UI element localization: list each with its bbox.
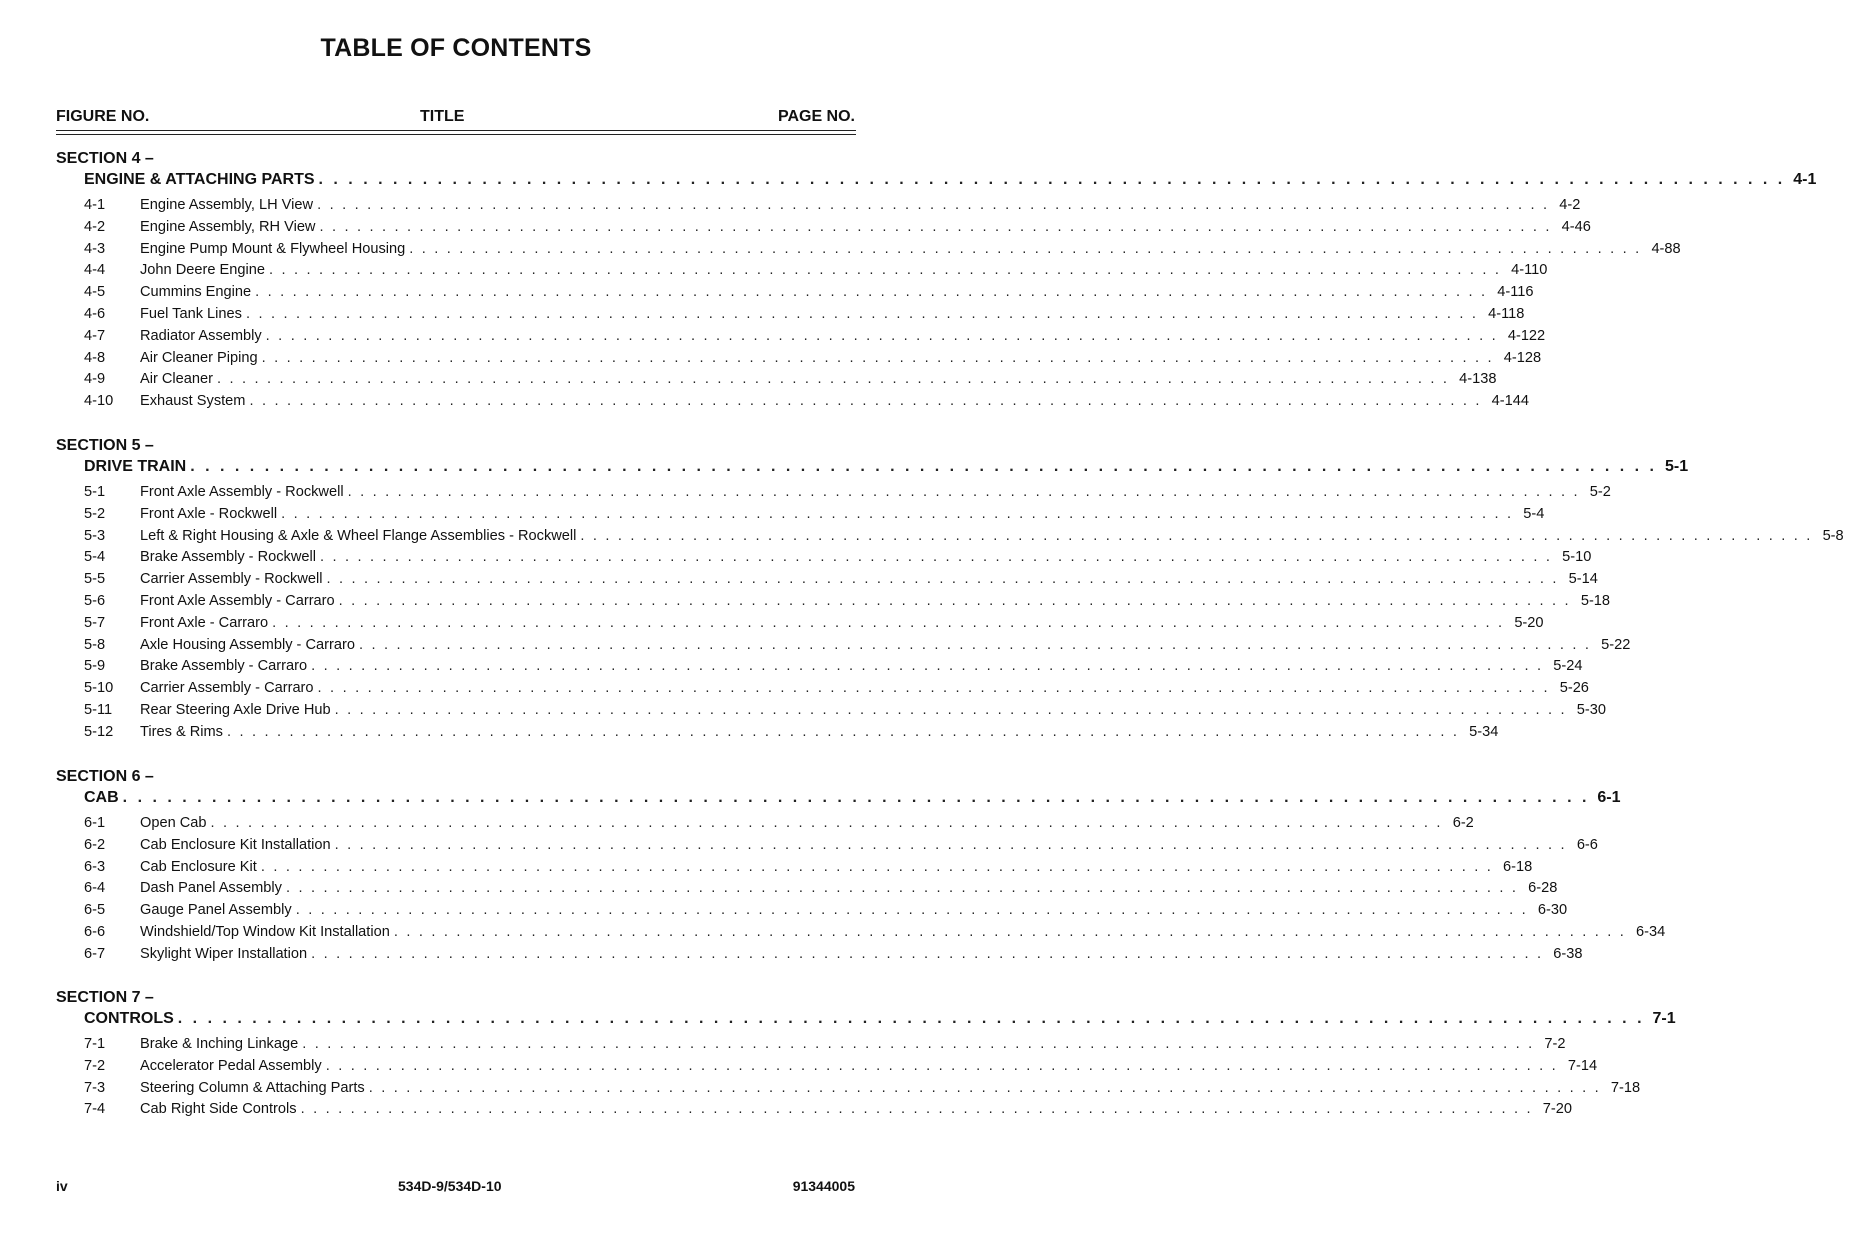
entry-page-number: 5-18 [1580,593,1611,609]
entry-page-number: 6-38 [1553,945,1583,962]
figure-number: 5-5 [84,571,106,588]
dot-leader: . . . . . . . . . . . . . . . . . . . . . . . . . . . . . . . . . . . . . . . . . . . . . . . . . . . . . . . . . . . . . . . . . . . . . . . . . . . . . . . . . . . . . . . . . . . . . . . . . . . [210,815,1443,831]
dot-leader: . . . . . . . . . . . . . . . . . . . . . . . . . . . . . . . . . . . . . . . . . . . . . . . . . . . . . . . . . . . . . . . . . . . . . . . . . . . . . . . . . . . . . . . . . . . . . . . . . . . [320,549,1553,566]
figure-number: 6-4 [84,880,106,897]
entry-title: Steering Column & Attaching Parts [140,1079,365,1096]
toc-entry[interactable] [84,924,1666,940]
figure-number: 4-10 [84,393,114,410]
figure-number: 4-2 [84,218,106,235]
figure-number: 5-9 [84,658,106,675]
entry-page-number: 6-28 [1528,880,1558,897]
dot-leader: . . . . . . . . . . . . . . . . . . . . . . . . . . . . . . . . . . . . . . . . . . . . . . . . . . . . . . . . . . . . . . . . . . . . . . . . . . . . . . . . . . . . . . . . . . . . . . . . . . . [317,197,1550,213]
figure-number: 5-11 [84,702,113,718]
figure-number: 6-5 [84,902,106,919]
entry-page-number: 4-144 [1491,393,1529,410]
dot-leader: . . . . . . . . . . . . . . . . . . . . . . . . . . . . . . . . . . . . . . . . . . . . . . . . . . . . . . . . . . . . . . . . . . . . . . . . . . . . . . . . . . . . . . . . . . . . . . . . . . . [300,1101,1533,1118]
section-title-row[interactable] [84,458,1689,476]
entry-title: Dash Panel Assembly [140,880,282,897]
entry-title: Brake Assembly - Carraro [140,658,308,675]
dot-leader: . . . . . . . . . . . . . . . . . . . . . . . . . . . . . . . . . . . . . . . . . . . . . . . . . . . . . . . . . . . . . . . . . . . . . . . . . . . . . . . . . . . . . . . . . . . . . . . . . . . [302,1036,1535,1052]
entry-title: Open Cab [140,815,207,831]
footer-model: 534D-9/534D-10 [398,1178,502,1194]
dot-leader: . . . . . . . . . . . . . . . . . . . . . . . . . . . . . . . . . . . . . . . . . . . . . . . . . . . . . . . . . . . . . . . . . . . . . . . . . . . . . . . . . . . . . . . . . . . . . . . . . . . [260,858,1493,875]
section-page-number: 5-1 [1664,458,1689,475]
toc-entry[interactable] [84,505,1545,522]
section-title-row[interactable] [84,789,1621,807]
figure-number: 4-5 [84,284,106,301]
toc-entry[interactable] [84,262,1548,279]
figure-number: 5-7 [84,614,106,631]
toc-entry[interactable] [84,636,1631,653]
toc-entry[interactable] [84,371,1497,388]
figure-number: 7-4 [84,1101,106,1118]
entry-title: Brake Assembly - Rockwell [140,549,316,566]
header-rule-top [56,130,856,131]
dot-leader: . . . . . . . . . . . . . . . . . . . . . . . . . . . . . . . . . . . . . . . . . . . . . . . . . . . . . . . . . . . . . . . . . . . . . . . . . . . . . . . . . . . . . . . . . . . . . . . . . . . [285,880,1519,897]
dot-leader: . . . . . . . . . . . . . . . . . . . . . . . . . . . . . . . . . . . . . . . . . . . . . . . . . . . . . . . . . . . . . . . . . . . . . . . . . . . . . . . . . . . . . . . . . . . . . . . . . . . [338,593,1571,609]
dot-leader: . . . . . . . . . . . . . . . . . . . . . . . . . . . . . . . . . . . . . . . . . . . . . . . . . . . . . . . . . . . . . . . . . . . . . . . . . . . . . . . . . . . . . . . . . . . . . . . . . . . [319,218,1552,235]
entry-page-number: 5-30 [1576,702,1607,718]
toc-entry[interactable] [84,1079,1641,1096]
toc-entry[interactable] [84,880,1558,897]
entry-title: Brake & Inching Linkage [140,1036,299,1052]
entry-page-number: 4-122 [1507,327,1546,344]
dot-leader: . . . . . . . . . . . . . . . . . . . . . . . . . . . . . . . . . . . . . . . . . . . . . . . . . . . . . . . . . . . . . . . . . . . . . . . . . . . . . . . . . . . . . . . . . . . . . . . . . . . [393,924,1627,940]
dot-leader: . . . . . . . . . . . . . . . . . . . . . . . . . . . . . . . . . . . . . . . . . . . . . . . . . . . . . . . . . . . . . . . . . . . . . . . . . . . . . . . . . . . . . . . . . . . . . . . . . . . [261,349,1494,366]
entry-page-number: 5-8 [1822,527,1844,544]
entry-title: Engine Assembly, LH View [140,197,314,213]
footer-manual-number: 91344005 [792,1178,855,1194]
entry-title: Engine Pump Mount & Flywheel Housing [140,240,406,257]
toc-entry[interactable] [84,1057,1598,1074]
entry-page-number: 4-128 [1503,349,1542,366]
dot-leader: . . . . . . . . . . . . . . . . . . . . . . . . . . . . . . . . . . . . . . . . . . . . . . . . . . . . . . . . . . . . . . . . . . . . . . . . . . . . . . . . . . . . . . . . . . . . . . . . . . . [409,240,1642,257]
entry-page-number: 5-2 [1589,484,1611,500]
dot-leader: . . . . . . . . . . . . . . . . . . . . . . . . . . . . . . . . . . . . . . . . . . . . . . . . . . . . . . . . . . . . . . . . . . . . . . . . . . . . . . . . . . . . . . . . . . . . . . . . . . . [217,371,1450,388]
entry-page-number: 5-14 [1568,571,1598,588]
section-title: ENGINE & ATTACHING PARTS [84,171,315,188]
entry-page-number: 4-110 [1511,262,1548,279]
dot-leader: . . . . . . . . . . . . . . . . . . . . . . . . . . . . . . . . . . . . . . . . . . . . . . . . . . . . . . . . . . . . . . . . . . . . . . . . . . . . . . . . . . . . . . . . . . . . . . . . . . . [318,171,1786,188]
section-title-row[interactable] [84,1010,1676,1028]
footer-page-number: iv [56,1178,68,1194]
entry-title: Exhaust System [140,393,246,410]
figure-number: 4-7 [84,327,106,344]
dot-leader: . . . . . . . . . . . . . . . . . . . . . . . . . . . . . . . . . . . . . . . . . . . . . . . . . . . . . . . . . . . . . . . . . . . . . . . . . . . . . . . . . . . . . . . . . . . . . . . . . . . [358,636,1592,653]
toc-entry[interactable] [84,349,1542,366]
entry-page-number: 6-2 [1452,815,1474,831]
toc-entry[interactable] [84,836,1598,853]
figure-number: 6-7 [84,945,106,962]
dot-leader: . . . . . . . . . . . . . . . . . . . . . . . . . . . . . . . . . . . . . . . . . . . . . . . . . . . . . . . . . . . . . . . . . . . . . . . . . . . . . . . . . . . . . . . . . . . . . . . . . . . [311,945,1544,962]
toc-entry[interactable] [84,680,1589,697]
toc-entry[interactable] [84,527,1844,544]
dot-leader: . . . . . . . . . . . . . . . . . . . . . . . . . . . . . . . . . . . . . . . . . . . . . . . . . . . . . . . . . . . . . . . . . . . . . . . . . . . . . . . . . . . . . . . . . . . . . . . . . . . [122,789,1590,806]
figure-number: 4-3 [84,240,106,257]
entry-title: Cummins Engine [140,284,252,301]
entry-page-number: 4-118 [1488,306,1525,322]
entry-page-number: 5-20 [1514,614,1544,631]
toc-entry[interactable] [84,1101,1572,1118]
figure-number: 7-2 [84,1057,106,1074]
toc-entry[interactable] [84,393,1529,410]
entry-title: Radiator Assembly [140,327,262,344]
toc-entry[interactable] [84,858,1533,875]
figure-number: 5-4 [84,549,106,566]
entry-page-number: 6-30 [1537,902,1568,919]
entry-title: Front Axle Assembly - Rockwell [140,484,344,500]
entry-title: Air Cleaner [140,371,213,388]
dot-leader: . . . . . . . . . . . . . . . . . . . . . . . . . . . . . . . . . . . . . . . . . . . . . . . . . . . . . . . . . . . . . . . . . . . . . . . . . . . . . . . . . . . . . . . . . . . . . . . . . . . [311,658,1544,675]
section-title: CAB [84,789,119,806]
entry-title: Gauge Panel Assembly [140,902,292,919]
entry-title: Carrier Assembly - Rockwell [140,571,323,588]
toc-entry[interactable] [84,614,1544,631]
entry-title: Skylight Wiper Installation [140,945,308,962]
dot-leader: . . . . . . . . . . . . . . . . . . . . . . . . . . . . . . . . . . . . . . . . . . . . . . . . . . . . . . . . . . . . . . . . . . . . . . . . . . . . . . . . . . . . . . . . . . . . . . . . . . . [347,484,1580,500]
figure-number: 4-6 [84,306,106,322]
dot-leader: . . . . . . . . . . . . . . . . . . . . . . . . . . . . . . . . . . . . . . . . . . . . . . . . . . . . . . . . . . . . . . . . . . . . . . . . . . . . . . . . . . . . . . . . . . . . . . . . . . . [249,393,1482,410]
entry-title: Rear Steering Axle Drive Hub [140,702,331,718]
section-label: SECTION 5 – [56,437,154,454]
figure-number: 5-8 [84,636,106,653]
dot-leader: . . . . . . . . . . . . . . . . . . . . . . . . . . . . . . . . . . . . . . . . . . . . . . . . . . . . . . . . . . . . . . . . . . . . . . . . . . . . . . . . . . . . . . . . . . . . . . . . . . . [268,262,1502,279]
entry-title: Fuel Tank Lines [140,306,242,322]
column-header-figure: FIGURE NO. [56,108,150,125]
dot-leader: . . . . . . . . . . . . . . . . . . . . . . . . . . . . . . . . . . . . . . . . . . . . . . . . . . . . . . . . . . . . . . . . . . . . . . . . . . . . . . . . . . . . . . . . . . . . . . . . . . . [334,702,1567,718]
entry-title: Air Cleaner Piping [140,349,258,366]
dot-leader: . . . . . . . . . . . . . . . . . . . . . . . . . . . . . . . . . . . . . . . . . . . . . . . . . . . . . . . . . . . . . . . . . . . . . . . . . . . . . . . . . . . . . . . . . . . . . . . . . . . [325,1057,1558,1074]
section-label: SECTION 6 – [56,768,154,785]
entry-title: Carrier Assembly - Carraro [140,680,314,697]
section-label: SECTION 4 – [56,150,154,167]
entry-page-number: 5-4 [1523,505,1545,522]
section-label: SECTION 7 – [56,989,154,1006]
figure-number: 5-6 [84,593,106,609]
entry-title: Tires & Rims [140,723,223,740]
toc-entry[interactable] [84,284,1534,301]
section-page-number: 4-1 [1793,171,1817,188]
toc-entry[interactable] [84,197,1581,213]
dot-leader: . . . . . . . . . . . . . . . . . . . . . . . . . . . . . . . . . . . . . . . . . . . . . . . . . . . . . . . . . . . . . . . . . . . . . . . . . . . . . . . . . . . . . . . . . . . . . . . . . . . [281,505,1514,522]
dot-leader: . . . . . . . . . . . . . . . . . . . . . . . . . . . . . . . . . . . . . . . . . . . . . . . . . . . . . . . . . . . . . . . . . . . . . . . . . . . . . . . . . . . . . . . . . . . . . . . . . . . [177,1010,1645,1027]
toc-entry[interactable] [84,1036,1566,1052]
toc-entry[interactable] [84,218,1591,235]
entry-page-number: 6-6 [1576,836,1598,853]
section-title-row[interactable] [84,171,1817,189]
dot-leader: . . . . . . . . . . . . . . . . . . . . . . . . . . . . . . . . . . . . . . . . . . . . . . . . . . . . . . . . . . . . . . . . . . . . . . . . . . . . . . . . . . . . . . . . . . . . . . . . . . . [326,571,1559,588]
figure-number: 6-3 [84,858,106,875]
section-page-number: 7-1 [1652,1010,1676,1027]
entry-page-number: 4-116 [1497,284,1534,301]
toc-entry[interactable] [84,240,1681,257]
figure-number: 4-1 [84,197,106,213]
dot-leader: . . . . . . . . . . . . . . . . . . . . . . . . . . . . . . . . . . . . . . . . . . . . . . . . . . . . . . . . . . . . . . . . . . . . . . . . . . . . . . . . . . . . . . . . . . . . . . . . . . . [190,458,1657,475]
entry-page-number: 7-14 [1567,1057,1598,1074]
figure-number: 7-1 [84,1036,106,1052]
entry-title: Cab Enclosure Kit [140,858,257,875]
entry-title: Axle Housing Assembly - Carraro [140,636,355,653]
toc-entry[interactable] [84,702,1607,718]
figure-number: 6-6 [84,924,106,940]
entry-page-number: 5-10 [1562,549,1592,566]
figure-number: 5-1 [84,484,106,500]
figure-number: 6-2 [84,836,106,853]
toc-entry[interactable] [84,571,1598,588]
toc-entry[interactable] [84,306,1525,322]
toc-entry[interactable] [84,723,1499,740]
figure-number: 5-10 [84,680,114,697]
toc-entry[interactable] [84,327,1546,344]
entry-title: Front Axle - Carraro [140,614,269,631]
dot-leader: . . . . . . . . . . . . . . . . . . . . . . . . . . . . . . . . . . . . . . . . . . . . . . . . . . . . . . . . . . . . . . . . . . . . . . . . . . . . . . . . . . . . . . . . . . . . . . . . . . . [295,902,1528,919]
entry-page-number: 5-26 [1559,680,1589,697]
dot-leader: . . . . . . . . . . . . . . . . . . . . . . . . . . . . . . . . . . . . . . . . . . . . . . . . . . . . . . . . . . . . . . . . . . . . . . . . . . . . . . . . . . . . . . . . . . . . . . . . . . . [265,327,1498,344]
entry-title: Cab Enclosure Kit Installation [140,836,331,853]
column-header-title: TITLE [420,108,465,125]
entry-page-number: 5-34 [1469,723,1499,740]
dot-leader: . . . . . . . . . . . . . . . . . . . . . . . . . . . . . . . . . . . . . . . . . . . . . . . . . . . . . . . . . . . . . . . . . . . . . . . . . . . . . . . . . . . . . . . . . . . . . . . . . . . [334,836,1567,853]
entry-title: Left & Right Housing & Axle & Wheel Flange Assemblies - Rockwell [140,527,577,544]
entry-page-number: 4-46 [1561,218,1591,235]
entry-title: Accelerator Pedal Assembly [140,1057,322,1074]
page-title: TABLE OF CONTENTS [320,34,592,62]
entry-page-number: 6-34 [1636,924,1666,940]
entry-page-number: 4-88 [1651,240,1681,257]
figure-number: 5-3 [84,527,106,544]
section-title: CONTROLS [84,1010,174,1027]
dot-leader: . . . . . . . . . . . . . . . . . . . . . . . . . . . . . . . . . . . . . . . . . . . . . . . . . . . . . . . . . . . . . . . . . . . . . . . . . . . . . . . . . . . . . . . . . . . . . . . . . . . [317,680,1550,697]
dot-leader: . . . . . . . . . . . . . . . . . . . . . . . . . . . . . . . . . . . . . . . . . . . . . . . . . . . . . . . . . . . . . . . . . . . . . . . . . . . . . . . . . . . . . . . . . . . . . . . . . . . [245,306,1479,322]
entry-page-number: 7-20 [1542,1101,1572,1118]
entry-page-number: 6-18 [1502,858,1533,875]
figure-number: 5-12 [84,723,114,740]
dot-leader: . . . . . . . . . . . . . . . . . . . . . . . . . . . . . . . . . . . . . . . . . . . . . . . . . . . . . . . . . . . . . . . . . . . . . . . . . . . . . . . . . . . . . . . . . . . . . . . . . . . [272,614,1505,631]
toc-entry[interactable] [84,593,1611,609]
entry-title: Front Axle Assembly - Carraro [140,593,335,609]
toc-entry[interactable] [84,549,1592,566]
toc-entry[interactable] [84,484,1611,500]
figure-number: 7-3 [84,1079,106,1096]
toc-entry[interactable] [84,658,1583,675]
entry-title: Engine Assembly, RH View [140,218,316,235]
figure-number: 4-8 [84,349,106,366]
entry-title: Windshield/Top Window Kit Installation [140,924,390,940]
entry-page-number: 5-24 [1553,658,1583,675]
figure-number: 4-4 [84,262,106,279]
section-title: DRIVE TRAIN [84,458,187,475]
entry-page-number: 7-2 [1544,1036,1566,1052]
entry-page-number: 4-138 [1459,371,1497,388]
toc-entry[interactable] [84,945,1583,962]
section-page-number: 6-1 [1597,789,1621,806]
entry-title: Cab Right Side Controls [140,1101,297,1118]
entry-title: Front Axle - Rockwell [140,505,278,522]
figure-number: 5-2 [84,505,106,522]
dot-leader: . . . . . . . . . . . . . . . . . . . . . . . . . . . . . . . . . . . . . . . . . . . . . . . . . . . . . . . . . . . . . . . . . . . . . . . . . . . . . . . . . . . . . . . . . . . . . . . . . . . [255,284,1488,301]
column-header-page: PAGE NO. [777,108,855,125]
header-rule-bottom [56,134,856,135]
entry-page-number: 4-2 [1559,197,1581,213]
figure-number: 6-1 [84,815,106,831]
figure-number: 4-9 [84,371,106,388]
entry-title: John Deere Engine [140,262,265,279]
entry-page-number: 7-18 [1610,1079,1641,1096]
dot-leader: . . . . . . . . . . . . . . . . . . . . . . . . . . . . . . . . . . . . . . . . . . . . . . . . . . . . . . . . . . . . . . . . . . . . . . . . . . . . . . . . . . . . . . . . . . . . . . . . . . . [226,723,1460,740]
dot-leader: . . . . . . . . . . . . . . . . . . . . . . . . . . . . . . . . . . . . . . . . . . . . . . . . . . . . . . . . . . . . . . . . . . . . . . . . . . . . . . . . . . . . . . . . . . . . . . . . . . . [580,527,1813,544]
entry-page-number: 5-22 [1601,636,1631,653]
toc-entry[interactable] [84,815,1474,831]
toc-entry[interactable] [84,902,1568,919]
dot-leader: . . . . . . . . . . . . . . . . . . . . . . . . . . . . . . . . . . . . . . . . . . . . . . . . . . . . . . . . . . . . . . . . . . . . . . . . . . . . . . . . . . . . . . . . . . . . . . . . . . . [368,1079,1601,1096]
